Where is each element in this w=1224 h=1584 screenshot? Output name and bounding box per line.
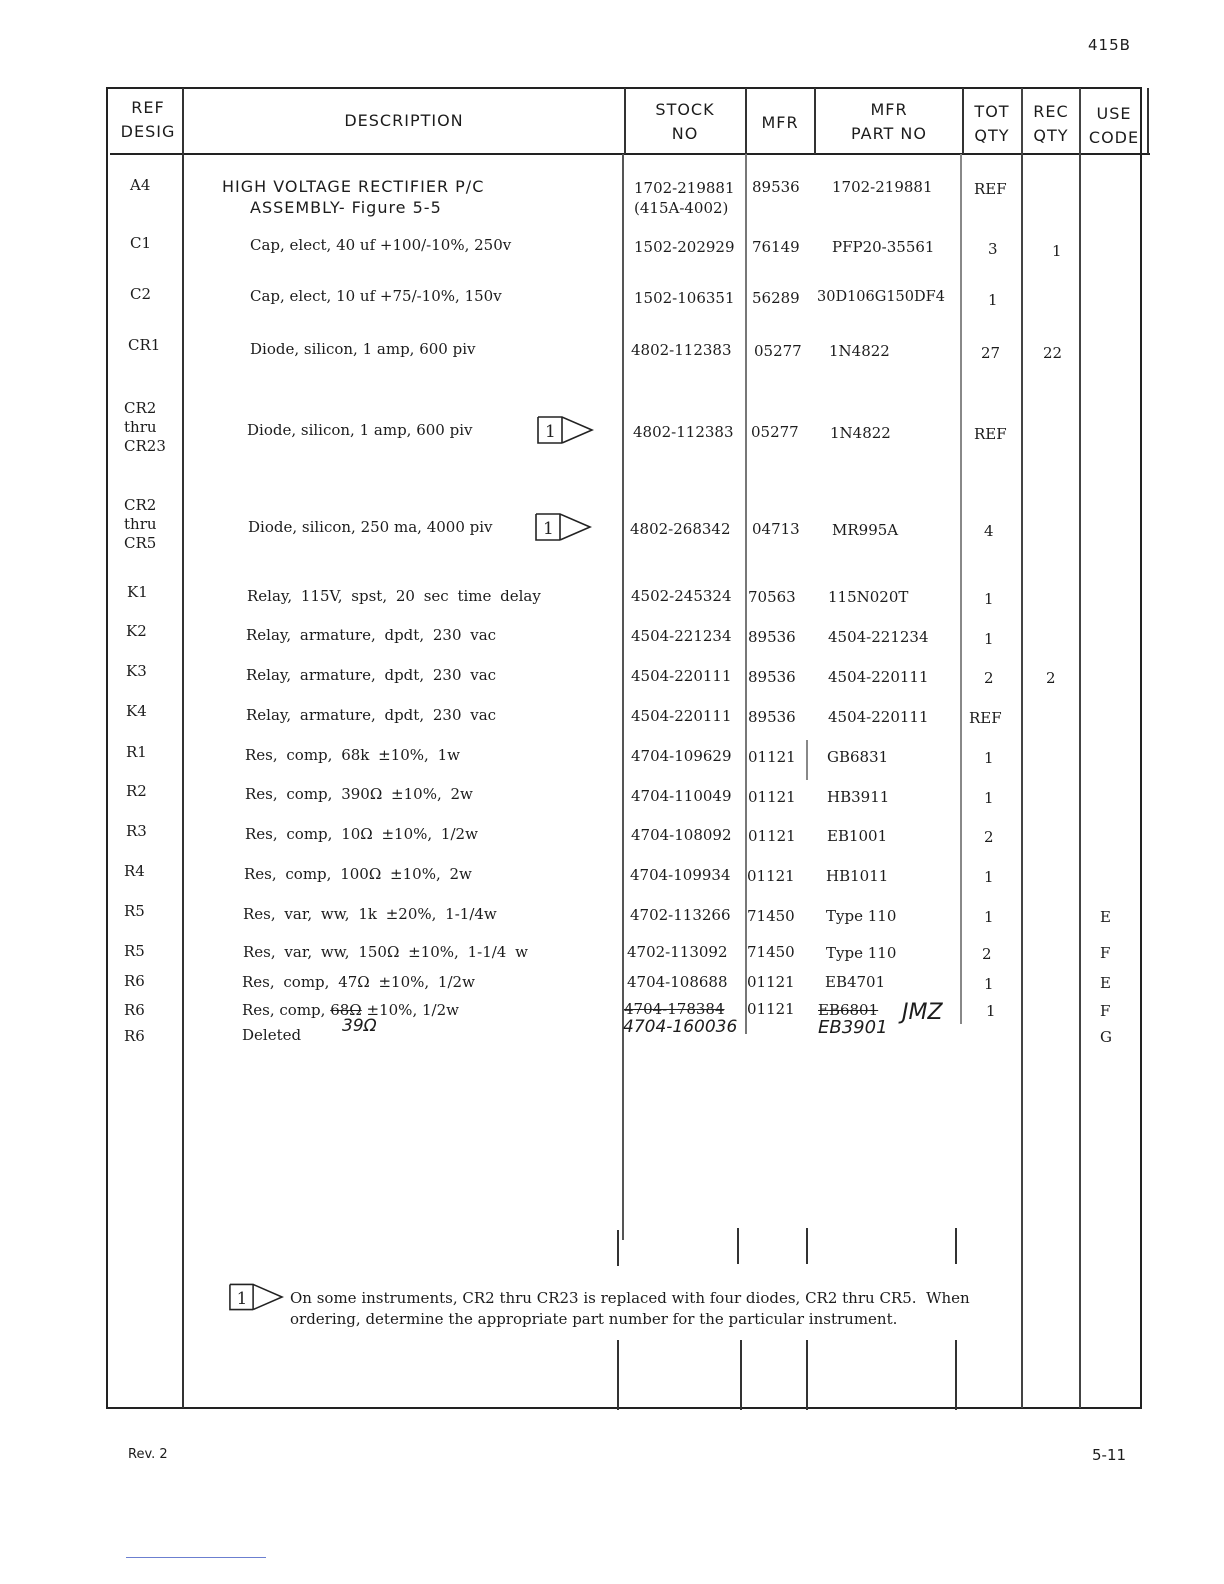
handwritten-value: 39Ω bbox=[342, 1016, 377, 1036]
table-row-stock-struck: 4704-178384 bbox=[624, 1000, 725, 1018]
header-tot-line2: QTY bbox=[974, 126, 1010, 145]
header-tot-line1: TOT bbox=[974, 102, 1010, 121]
ref-line: CR2 bbox=[124, 399, 157, 417]
description-line: HIGH VOLTAGE RECTIFIER P/C bbox=[222, 177, 485, 196]
ref-line: thru bbox=[124, 515, 157, 533]
revision-label: Rev. 2 bbox=[128, 1447, 168, 1462]
column-divider bbox=[955, 1228, 957, 1264]
table-row-tot: REF bbox=[974, 180, 1007, 198]
table-row-part: 4504-220111 bbox=[828, 708, 929, 726]
table-row-part: Type 110 bbox=[826, 944, 897, 962]
column-divider bbox=[617, 1230, 619, 1266]
table-row-description: Relay, armature, dpdt, 230 vac bbox=[246, 666, 497, 684]
table-row-part: GB6831 bbox=[827, 748, 889, 766]
struck-value: 68Ω bbox=[330, 1001, 362, 1019]
description-prefix: Res, comp, bbox=[242, 1001, 326, 1019]
header-divider bbox=[110, 153, 1150, 155]
column-divider bbox=[806, 740, 808, 780]
column-divider bbox=[182, 88, 184, 1408]
table-row-tot: 1 bbox=[984, 789, 994, 807]
header-tot-qty bbox=[963, 100, 1021, 148]
table-row-stock: 4802-268342 bbox=[630, 520, 731, 538]
header-mfr-part-no bbox=[815, 98, 963, 146]
table-row-mfr: 71450 bbox=[747, 943, 795, 961]
table-row-ref bbox=[124, 399, 166, 456]
table-row-tot: 1 bbox=[984, 868, 994, 886]
table-row-ref: C2 bbox=[130, 285, 152, 303]
table-row-stock: 4702-113092 bbox=[627, 943, 728, 961]
ref-line: CR5 bbox=[124, 534, 157, 552]
table-row-stock: 4802-112383 bbox=[633, 423, 734, 441]
table-row-description: Diode, silicon, 1 amp, 600 piv bbox=[250, 340, 476, 358]
table-row-mfr: 01121 bbox=[748, 827, 796, 845]
table-row-mfr: 89536 bbox=[752, 178, 800, 196]
table-row-stock: 4704-109934 bbox=[630, 866, 731, 884]
note-ref-number: 1 bbox=[543, 519, 554, 539]
table-row-mfr: 89536 bbox=[748, 668, 796, 686]
footnote-line: ordering, determine the appropriate part number for the particular instrument. bbox=[290, 1310, 898, 1328]
table-row-mfr: 01121 bbox=[748, 788, 796, 806]
table-row-part: HB3911 bbox=[827, 788, 890, 806]
column-divider bbox=[617, 1340, 619, 1410]
header-rec-line1: REC bbox=[1033, 102, 1069, 121]
column-divider bbox=[806, 1228, 808, 1264]
table-row-ref: R6 bbox=[124, 1027, 145, 1045]
table-row-stock: 4802-112383 bbox=[631, 341, 732, 359]
table-row-rec: 1 bbox=[1052, 242, 1062, 260]
handwritten-initials: JMZ bbox=[902, 1000, 943, 1025]
column-divider bbox=[806, 1340, 808, 1410]
table-row-part: 4504-220111 bbox=[828, 668, 929, 686]
table-row-part: 115N020T bbox=[828, 588, 909, 606]
stock-line: (415A-4002) bbox=[634, 199, 729, 217]
note-ref-number: 1 bbox=[545, 422, 556, 442]
header-use-line2: CODE bbox=[1088, 128, 1140, 147]
table-row-use: G bbox=[1100, 1028, 1112, 1046]
note-triangle-icon bbox=[536, 415, 594, 445]
table-row-mfr: 01121 bbox=[747, 867, 795, 885]
header-part-line2: PART NO bbox=[851, 124, 927, 143]
table-row-part: EB4701 bbox=[825, 973, 886, 991]
header-mfr: MFR bbox=[761, 113, 799, 132]
handwritten-part: EB3901 bbox=[818, 1017, 888, 1038]
table-row-ref: K3 bbox=[126, 662, 147, 680]
table-row-tot: 2 bbox=[984, 669, 994, 687]
header-rec-qty bbox=[1022, 100, 1080, 148]
table-row-description: Res, var, ww, 150Ω ±10%, 1-1/4 w bbox=[243, 943, 528, 961]
footnote-text bbox=[290, 1288, 970, 1330]
table-row-stock: 4702-113266 bbox=[630, 906, 731, 924]
table-row-part-struck: EB6801 bbox=[818, 1001, 879, 1019]
table-row-description: Res, comp, 10Ω ±10%, 1/2w bbox=[245, 825, 478, 843]
column-divider bbox=[740, 1340, 742, 1410]
table-row-stock: 4504-221234 bbox=[631, 627, 732, 645]
table-row-ref: R4 bbox=[124, 862, 145, 880]
table-row-part: 1N4822 bbox=[829, 342, 890, 360]
description-line: ASSEMBLY- Figure 5-5 bbox=[250, 198, 442, 217]
table-row-stock: 4504-220111 bbox=[631, 667, 732, 685]
table-row-ref: K4 bbox=[126, 702, 147, 720]
table-row-description: Res, var, ww, 1k ±20%, 1-1/4w bbox=[243, 905, 497, 923]
table-row-tot: 4 bbox=[984, 522, 994, 540]
table-row-mfr: 70563 bbox=[748, 588, 796, 606]
header-ref-line2: DESIG bbox=[120, 122, 176, 141]
header-ref-desig bbox=[112, 96, 184, 144]
column-divider bbox=[622, 154, 624, 1240]
table-row-tot: 2 bbox=[984, 828, 994, 846]
note-triangle-icon bbox=[228, 1282, 284, 1312]
table-row-ref: R6 bbox=[124, 972, 145, 990]
column-divider bbox=[745, 154, 747, 1034]
table-row-part: PFP20-35561 bbox=[832, 238, 935, 256]
header-stock-line2: NO bbox=[671, 124, 699, 143]
table-row-rec: 22 bbox=[1043, 344, 1063, 362]
table-row-tot: 1 bbox=[984, 590, 994, 608]
table-row-stock: 1502-106351 bbox=[634, 289, 735, 307]
table-row-tot: REF bbox=[969, 709, 1002, 727]
table-row-use: F bbox=[1100, 944, 1111, 962]
table-row-part: 1702-219881 bbox=[832, 178, 933, 196]
description-suffix: ±10%, 1/2w bbox=[366, 1001, 459, 1019]
table-row-ref: K2 bbox=[126, 622, 147, 640]
table-row-ref: A4 bbox=[130, 176, 151, 194]
header-part-line1: MFR bbox=[870, 100, 908, 119]
table-row-ref: R5 bbox=[124, 942, 145, 960]
table-row-description: Relay, armature, dpdt, 230 vac bbox=[246, 706, 497, 724]
table-row-tot: 2 bbox=[982, 945, 992, 963]
table-row-ref bbox=[124, 496, 157, 553]
model-number: 415B bbox=[1088, 36, 1131, 54]
header-stock-no bbox=[624, 98, 746, 146]
header-description: DESCRIPTION bbox=[344, 111, 464, 130]
table-row-description: Deleted bbox=[242, 1026, 302, 1044]
ref-line: CR23 bbox=[124, 437, 166, 455]
table-row-ref: R3 bbox=[126, 822, 147, 840]
table-row-description: Relay, armature, dpdt, 230 vac bbox=[246, 626, 497, 644]
footnote-line: On some instruments, CR2 thru CR23 is replaced with four diodes, CR2 thru CR5. When bbox=[290, 1289, 970, 1307]
table-row-mfr: 05277 bbox=[754, 342, 802, 360]
table-row-mfr: 71450 bbox=[747, 907, 795, 925]
table-row-stock: 4704-110049 bbox=[631, 787, 732, 805]
ref-line: CR2 bbox=[124, 496, 157, 514]
table-row-part: 4504-221234 bbox=[828, 628, 929, 646]
page-number: 5-11 bbox=[1092, 1446, 1127, 1464]
header-use-code bbox=[1080, 102, 1148, 150]
table-row-ref: R2 bbox=[126, 782, 147, 800]
header-ref-line1: REF bbox=[131, 98, 165, 117]
table-row-description: Res, comp, 47Ω ±10%, 1/2w bbox=[242, 973, 475, 991]
table-row-mfr: 76149 bbox=[752, 238, 800, 256]
table-row-tot: 1 bbox=[984, 749, 994, 767]
note-triangle-icon bbox=[534, 512, 592, 542]
table-row-part: MR995A bbox=[832, 521, 899, 539]
table-row-use: F bbox=[1100, 1002, 1111, 1020]
table-row-tot: 3 bbox=[988, 240, 998, 258]
table-row-stock: 4504-220111 bbox=[631, 707, 732, 725]
table-row-mfr: 89536 bbox=[748, 708, 796, 726]
table-row-ref: CR1 bbox=[128, 336, 161, 354]
table-row-mfr: 89536 bbox=[748, 628, 796, 646]
table-row-part: Type 110 bbox=[826, 907, 897, 925]
column-divider bbox=[737, 1228, 739, 1264]
table-row-mfr: 05277 bbox=[751, 423, 799, 441]
table-row-description: Relay, 115V, spst, 20 sec time delay bbox=[247, 587, 541, 605]
table-row-stock bbox=[634, 178, 735, 218]
handwritten-stock: 4704-160036 bbox=[623, 1017, 738, 1037]
table-row-tot: REF bbox=[974, 425, 1007, 443]
column-divider bbox=[960, 154, 962, 1024]
header-use-line1: USE bbox=[1096, 104, 1132, 123]
table-row-stock: 4704-108092 bbox=[631, 826, 732, 844]
table-row-description: Res, comp, 68k ±10%, 1w bbox=[245, 746, 460, 764]
table-row-tot: 1 bbox=[986, 1002, 996, 1020]
table-row-stock: 1502-202929 bbox=[634, 238, 735, 256]
table-row-tot: 1 bbox=[988, 291, 998, 309]
table-row-description: Diode, silicon, 1 amp, 600 piv bbox=[247, 421, 473, 439]
table-row-ref: R6 bbox=[124, 1001, 145, 1019]
table-row-tot: 1 bbox=[984, 908, 994, 926]
note-ref-number: 1 bbox=[236, 1288, 248, 1308]
table-row-ref: K1 bbox=[127, 583, 148, 601]
table-row-tot: 27 bbox=[981, 344, 1001, 362]
table-row-stock: 4502-245324 bbox=[631, 587, 732, 605]
table-row-mfr: 01121 bbox=[747, 1000, 795, 1018]
header-rec-line2: QTY bbox=[1033, 126, 1069, 145]
table-row-description bbox=[222, 176, 484, 218]
table-row-stock: 4704-109629 bbox=[631, 747, 732, 765]
table-row-part: 1N4822 bbox=[830, 424, 891, 442]
table-row-tot: 1 bbox=[984, 630, 994, 648]
table-row-mfr: 01121 bbox=[748, 748, 796, 766]
table-row-ref: C1 bbox=[130, 234, 152, 252]
table-row-use: E bbox=[1100, 908, 1111, 926]
column-divider bbox=[955, 1340, 957, 1410]
table-row-part: HB1011 bbox=[826, 867, 889, 885]
table-row-part: 30D106G150DF4 bbox=[817, 289, 945, 305]
table-row-tot: 1 bbox=[984, 975, 994, 993]
header-stock-line1: STOCK bbox=[655, 100, 715, 119]
table-row-mfr: 56289 bbox=[752, 289, 800, 307]
table-row-stock: 4704-108688 bbox=[627, 973, 728, 991]
table-row-mfr: 04713 bbox=[752, 520, 800, 538]
table-row-description: Res, comp, 100Ω ±10%, 2w bbox=[244, 865, 472, 883]
table-row-use: E bbox=[1100, 974, 1111, 992]
stock-line: 1702-219881 bbox=[634, 179, 735, 197]
scan-line bbox=[126, 1557, 266, 1558]
table-row-description: Res, comp, 390Ω ±10%, 2w bbox=[245, 785, 473, 803]
column-divider bbox=[1079, 88, 1081, 1408]
table-row-description: Diode, silicon, 250 ma, 4000 piv bbox=[248, 518, 493, 536]
table-row-rec: 2 bbox=[1046, 669, 1056, 687]
table-row-ref: R1 bbox=[126, 743, 147, 761]
table-row-part: EB1001 bbox=[827, 827, 888, 845]
table-row-description: Cap, elect, 40 uf +100/-10%, 250v bbox=[250, 236, 512, 254]
table-row-description: Cap, elect, 10 uf +75/-10%, 150v bbox=[250, 287, 502, 305]
table-row-ref: R5 bbox=[124, 902, 145, 920]
ref-line: thru bbox=[124, 418, 157, 436]
table-row-mfr: 01121 bbox=[747, 973, 795, 991]
column-divider bbox=[1021, 88, 1023, 1408]
